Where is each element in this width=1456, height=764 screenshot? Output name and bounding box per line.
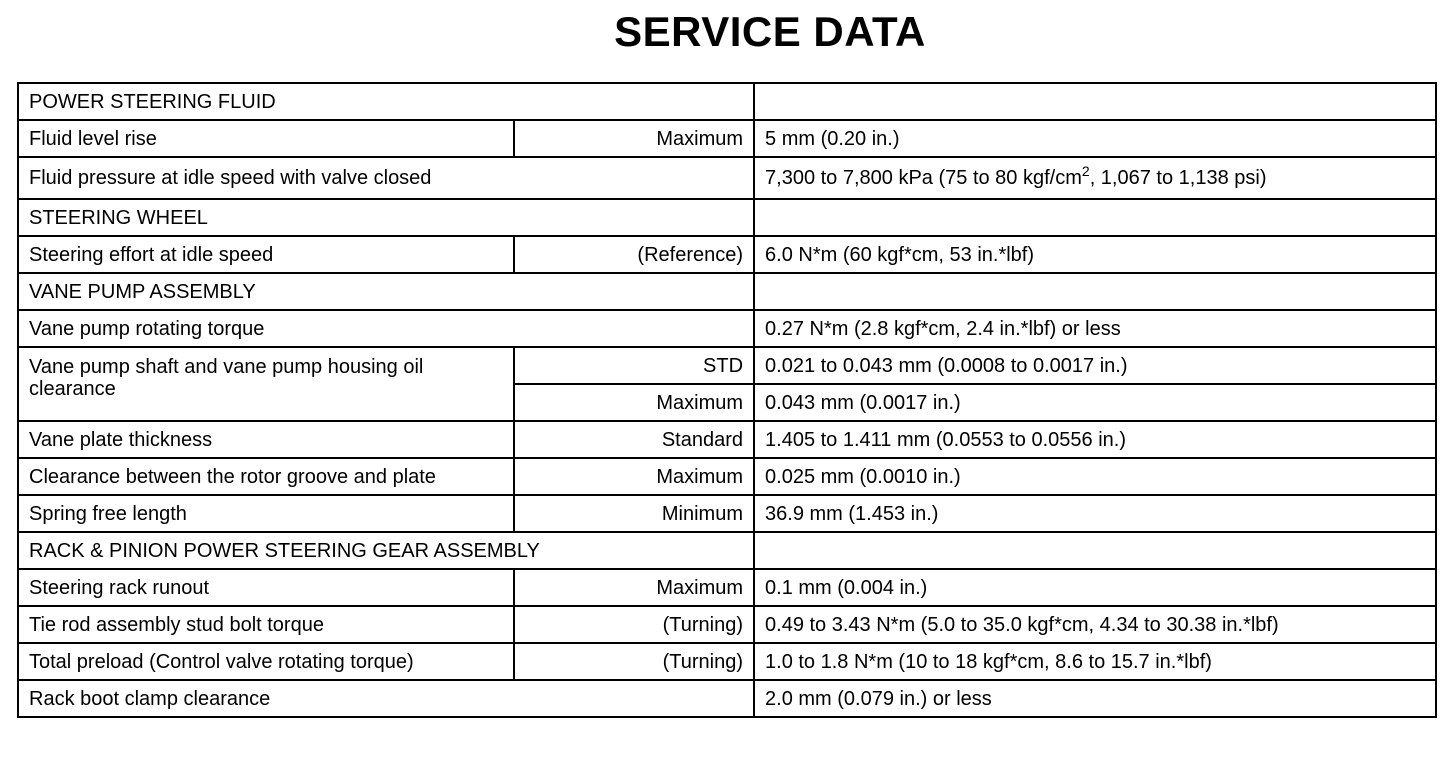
item-label: Fluid level rise [18,120,514,157]
item-qualifier: STD [514,347,754,384]
item-label: Rack boot clamp clearance [18,680,754,717]
item-qualifier: Maximum [514,384,754,421]
item-label: Vane pump rotating torque [18,310,754,347]
item-qualifier: Maximum [514,120,754,157]
table-row [18,157,1436,199]
item-label: Spring free length [18,495,514,532]
table-row [18,495,1436,532]
table-row [18,120,1436,157]
section-header: POWER STEERING FLUID [18,83,754,120]
item-value: 0.27 N*m (2.8 kgf*cm, 2.4 in.*lbf) or less [754,310,1436,347]
section-row [18,199,1436,236]
page-title: SERVICE DATA [614,8,926,55]
empty-cell [754,273,1436,310]
empty-cell [754,532,1436,569]
section-header: RACK & PINION POWER STEERING GEAR ASSEMBLY [18,532,754,569]
value-part: 7,300 to 7,800 kPa (75 to 80 kgf/cm [765,167,1082,189]
item-value: 2.0 mm (0.079 in.) or less [754,680,1436,717]
item-value: 0.021 to 0.043 mm (0.0008 to 0.0017 in.) [754,347,1436,384]
table-row [18,680,1436,717]
value-part: , 1,067 to 1,138 psi) [1089,167,1267,189]
item-value: 36.9 mm (1.453 in.) [754,495,1436,532]
item-label: Clearance between the rotor groove and plate [18,458,514,495]
item-value: 0.1 mm (0.004 in.) [754,569,1436,606]
item-value: 0.49 to 3.43 N*m (5.0 to 35.0 kgf*cm, 4.34 to 30.38 in.*lbf) [754,606,1436,643]
item-label: Tie rod assembly stud bolt torque [18,606,514,643]
section-header: STEERING WHEEL [18,199,754,236]
item-value: 0.025 mm (0.0010 in.) [754,458,1436,495]
item-label: Vane pump shaft and vane pump housing oil clearance [18,347,514,421]
table-row [18,458,1436,495]
item-qualifier: Maximum [514,458,754,495]
section-row [18,532,1436,569]
item-label: Steering effort at idle speed [18,236,514,273]
section-header: VANE PUMP ASSEMBLY [18,273,754,310]
superscript: 2 [1081,163,1090,179]
table-row [18,421,1436,458]
item-qualifier: Minimum [514,495,754,532]
item-qualifier: (Turning) [514,606,754,643]
item-value: 0.043 mm (0.0017 in.) [754,384,1436,421]
empty-cell [754,199,1436,236]
section-row [18,83,1436,120]
table-row [18,569,1436,606]
item-value: 1.405 to 1.411 mm (0.0553 to 0.0556 in.) [754,421,1436,458]
item-value: 5 mm (0.20 in.) [754,120,1436,157]
item-qualifier: Standard [514,421,754,458]
item-label: Vane plate thickness [18,421,514,458]
item-value: 1.0 to 1.8 N*m (10 to 18 kgf*cm, 8.6 to 15.7 in.*lbf) [754,643,1436,680]
item-qualifier: Maximum [514,569,754,606]
item-label: Fluid pressure at idle speed with valve closed [18,157,754,199]
item-qualifier: (Turning) [514,643,754,680]
table-row [18,643,1436,680]
table-row [18,606,1436,643]
empty-cell [754,83,1436,120]
table-row [18,347,1436,384]
item-value [754,157,1436,199]
table-row [18,236,1436,273]
section-row [18,273,1436,310]
item-label: Total preload (Control valve rotating torque) [18,643,514,680]
service-data-table [17,82,1437,718]
item-qualifier: (Reference) [514,236,754,273]
item-value: 6.0 N*m (60 kgf*cm, 53 in.*lbf) [754,236,1436,273]
item-label: Steering rack runout [18,569,514,606]
table-row [18,310,1436,347]
